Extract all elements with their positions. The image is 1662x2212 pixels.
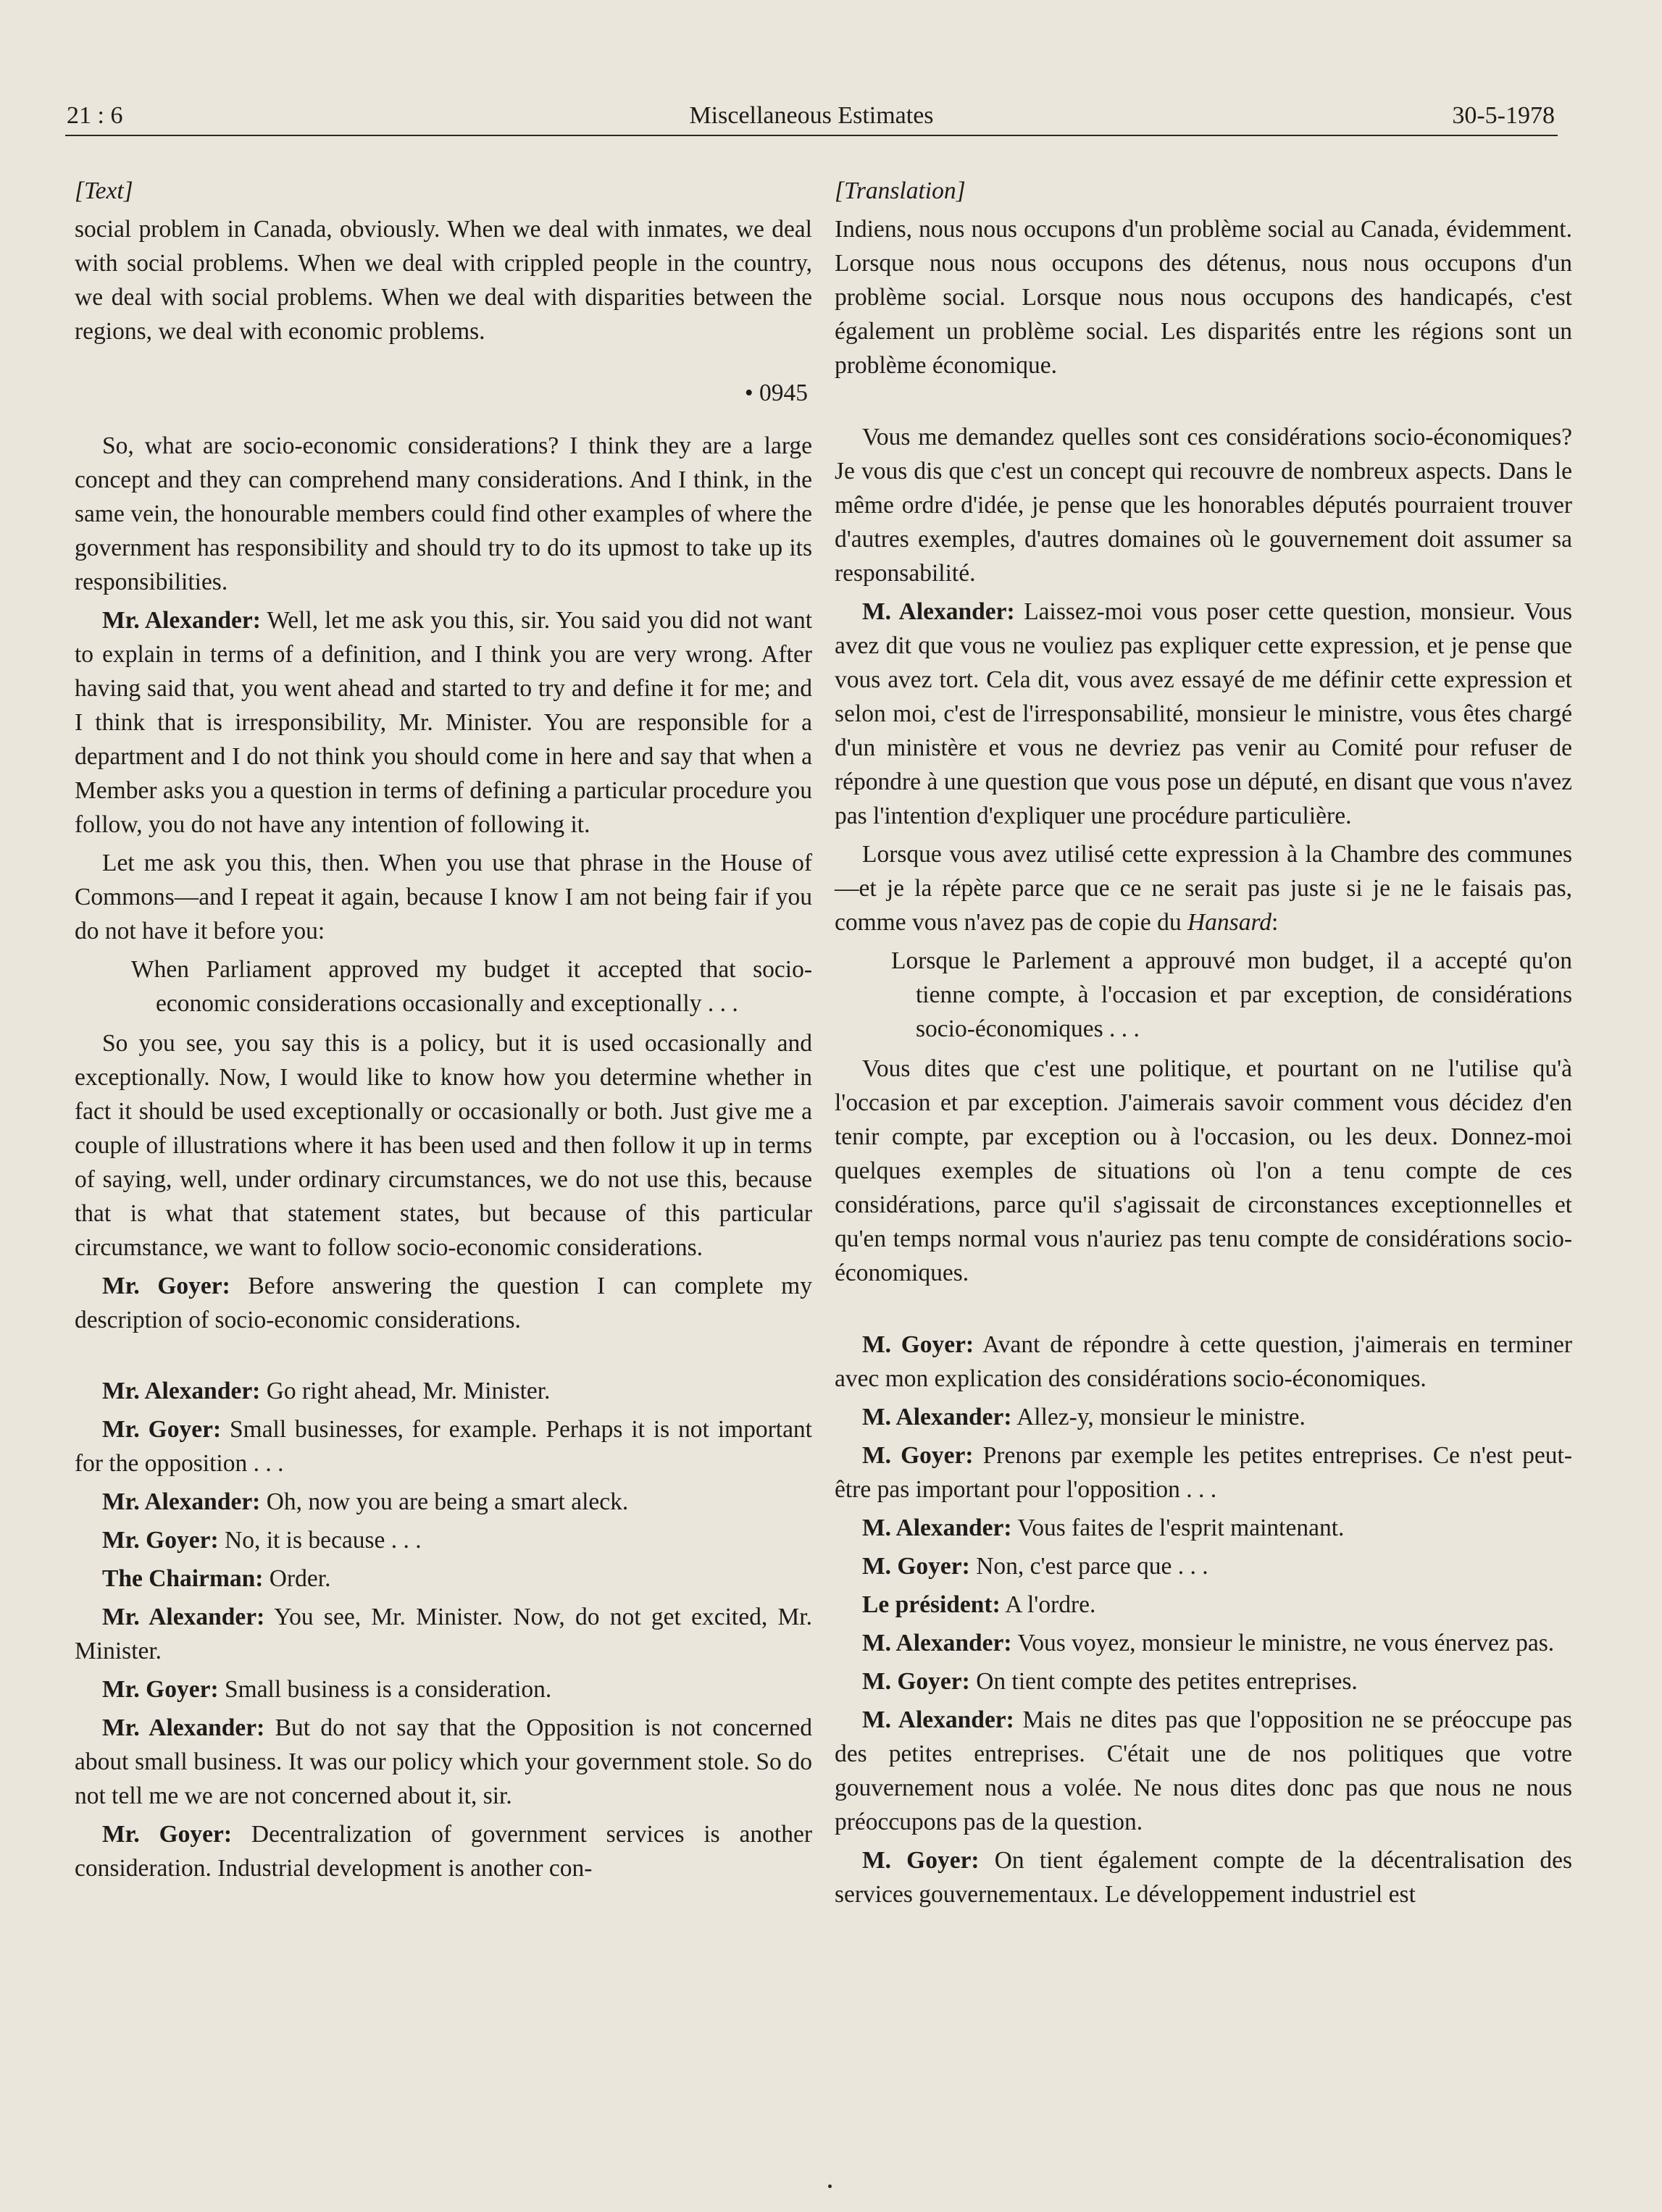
speaker-name: Mr. Alexander: [102,1604,265,1630]
speech-text: You see, Mr. Minister. Now, do not get excited, Mr. Minister. [75,1604,812,1664]
hansard-title: Hansard [1187,909,1272,936]
speech-text: Vous voyez, monsieur le ministre, ne vous énervez pas. [1011,1630,1555,1656]
speaker-name: M. Alexander: [862,598,1015,625]
speaker-name: M. Goyer: [862,1668,970,1695]
speaker-name: Mr. Alexander: [102,1714,265,1741]
speaker-name: Mr. Goyer: [102,1527,219,1554]
speech-alexander [75,1485,812,1519]
page-number: 21 : 6 [67,102,123,129]
speaker-name: M. Goyer: [862,1442,974,1469]
speech-text: Avant de répondre à cette question, j'aimerais en terminer avec mon explication des considérations socio-économiques. [835,1331,1573,1392]
quote-text: When Parliament approved my budget it accepted that socio-economic considerations occasionally and exceptionally . . . [131,956,812,1017]
speech-alexander [835,595,1572,833]
paragraph: Let me ask you this, then. When you use that phrase in the House of Commons—and I repeat it again, because I know I am not being fair if you do not have it before you: [75,850,812,944]
speech-goyer [75,1672,812,1706]
page-mark [828,2184,832,2188]
speaker-name: Mr. Alexander: [102,1378,261,1404]
speaker-name: M. Goyer: [862,1553,970,1580]
speech-text: Decentralization of government services is another consideration. Industrial development is another con- [75,1821,812,1882]
speaker-name: Mr. Alexander: [102,1488,261,1515]
speaker-name: M. Alexander: [862,1630,1012,1656]
speech-text: Non, c'est parce que . . . [969,1553,1208,1580]
speech-text: Laissez-moi vous poser cette question, monsieur. Vous avez dit que vous ne vouliez pas expliquer cette expression, et je pense que vous avez tort. Cela dit, vous avez essayé de me définir cette expression et selon moi, c'est de l'irresponsabilité, monsieur le ministre, vous êtes chargé d'un ministère et vous ne devriez pas venir au Comité pour refuser de répondre à une question que vous pose un député, en disant que vous n'avez pas l'intention d'expliquer une procédure particulière. [835,598,1572,829]
timestamp: • 0945 [744,380,808,406]
speech-text: No, it is because . . . [218,1527,422,1554]
paragraph: Vous dites que c'est une politique, et pourtant on ne l'utilise qu'à l'occasion et par exception. J'aimerais savoir comment vous décidez d'en tenir compte, par exception ou à l'occasion, ou les deux. Donnez-moi quelques exemples de situations où l'on a tenu compte de ces considérations, parce qu'il s'agissait de circonstances exceptionnelles et qu'en temps normal vous n'auriez pas tenu compte de considérations socio-économiques. [835,1055,1572,1286]
speech-goyer [75,1523,812,1557]
speech-alexander [75,1374,812,1408]
speaker-name: Mr. Goyer: [102,1273,230,1299]
speaker-name: M. Goyer: [862,1847,980,1874]
speech-text: Order. [263,1565,331,1592]
speech-goyer [75,1412,812,1480]
speech-text: Oh, now you are being a smart aleck. [260,1488,629,1515]
block-quote [835,944,1572,1046]
speech-text: Small businesses, for example. Perhaps it is not important for the opposition . . . [75,1416,812,1477]
english-column [75,174,812,1885]
speaker-name: Mr. Goyer: [102,1676,219,1703]
speaker-name: The Chairman: [102,1565,264,1592]
speech-text: Mais ne dites pas que l'opposition ne se préoccupe pas des petites entreprises. C'était une de nos politiques que votre gouvernement nous a volée. Ne nous dites donc pas que nous ne nous préoccupons pas de la question. [835,1706,1573,1835]
speech-text: Small business is a consideration. [218,1676,552,1703]
speech-goyer [835,1549,1572,1583]
running-title: Miscellaneous Estimates [689,102,934,129]
paragraph: Lorsque vous avez utilisé cette expression à la Chambre des communes—et je la répète parce que ce ne serait pas juste si je ne le faisais pas, comme vous n'avez pas de copie du Hansard: [835,841,1572,936]
speaker-name: Mr. Alexander: [102,607,261,634]
speech-goyer [835,1664,1572,1698]
speaker-name: M. Goyer: [862,1331,974,1358]
speech-chairman [75,1562,812,1596]
quote-text: Lorsque le Parlement a approuvé mon budget, il a accepté qu'on tienne compte, à l'occasion et par exception, de considérations socio-économiques . . . [891,947,1572,1042]
page-date: 30-5-1978 [1452,102,1555,129]
page-header [65,101,1558,136]
language-tag: [Translation] [835,177,966,204]
speech-alexander [835,1703,1572,1839]
speech-goyer [75,1269,812,1337]
language-tag: [Text] [75,177,133,204]
speaker-name: M. Alexander: [862,1515,1012,1541]
paragraph: So, what are socio-economic considerations? I think they are a large concept and they can comprehend many considerations. And I think, in the same vein, the honourable members could find other examples of where the government has responsibility and should try to do its upmost to take up its responsibilities. [75,432,812,595]
speaker-name: Le président: [862,1591,1001,1618]
paragraph: So you see, you say this is a policy, but it is used occasionally and exceptionally. Now, I would like to know how you determine whether in fact it should be used exceptionally or occasionally or both. Just give me a couple of illustrations where it has been used and then follow it up in terms of saying, well, under ordinary circumstances, we do not use this, because that is what that statement states, but because of this particular circumstance, we want to follow socio-economic considerations. [75,1030,812,1261]
speech-text: Well, let me ask you this, sir. You said you did not want to explain in terms of a definition, and I think you are very wrong. After having said that, you went ahead and started to try and define it for me; and I think that is irresponsibility, Mr. Minister. You are responsible for a department and I do not think you should come in here and say that when a Member asks you a question in terms of defining a particular procedure you follow, you do not have any intention of following it. [75,607,812,838]
speech-text: Prenons par exemple les petites entreprises. Ce n'est peut-être pas important pour l'opposition . . . [835,1442,1572,1503]
french-column [835,174,1572,1911]
speech-goyer [835,1843,1572,1911]
speaker-name: M. Alexander: [862,1706,1014,1733]
speech-alexander [835,1626,1572,1660]
speech-alexander [75,1711,812,1813]
speech-text: Before answering the question I can complete my description of socio-economic considerations. [75,1273,812,1333]
speech-alexander [835,1511,1572,1545]
speech-text: But do not say that the Opposition is not concerned about small business. It was our policy which your government stole. So do not tell me we are not concerned about it, sir. [75,1714,812,1809]
speech-text: A l'ordre. [1000,1591,1096,1618]
speech-text: Allez-y, monsieur le ministre. [1011,1404,1306,1430]
speaker-name: Mr. Goyer: [102,1416,222,1443]
block-quote [75,952,812,1021]
speaker-name: M. Alexander: [862,1404,1012,1430]
paragraph: Vous me demandez quelles sont ces considérations socio-économiques? Je vous dis que c'est un concept qui recouvre de nombreux aspects. Dans le même ordre d'idée, je pense que les honorables députés pourraient trouver d'autres exemples, d'autres domaines où le gouvernement doit assumer sa responsabilité. [835,424,1572,587]
speech-goyer [75,1817,812,1885]
speech-goyer [835,1438,1572,1507]
speech-alexander [75,1600,812,1668]
paragraph: Indiens, nous nous occupons d'un problème social au Canada, évidemment. Lorsque nous nous occupons des détenus, nous nous occupons d'un problème social. Lorsque nous nous occupons des handicapés, c'est également un problème social. Les disparités entre les régions sont un problème économique. [835,216,1572,379]
speech-alexander [835,1400,1572,1434]
speaker-name: Mr. Goyer: [102,1821,233,1848]
speech-text: Go right ahead, Mr. Minister. [260,1378,551,1404]
speech-text: On tient compte des petites entreprises. [969,1668,1358,1695]
speech-text: On tient également compte de la décentralisation des services gouvernementaux. Le développement industriel est [835,1847,1572,1908]
paragraph: social problem in Canada, obviously. When we deal with inmates, we deal with social problems. When we deal with crippled people in the country, we deal with social problems. When we deal with disparities between the regions, we deal with economic problems. [75,216,812,345]
speech-text: Vous faites de l'esprit maintenant. [1011,1515,1345,1541]
speech-goyer [835,1328,1572,1396]
speech-alexander [75,603,812,842]
speech-chairman [835,1588,1572,1622]
